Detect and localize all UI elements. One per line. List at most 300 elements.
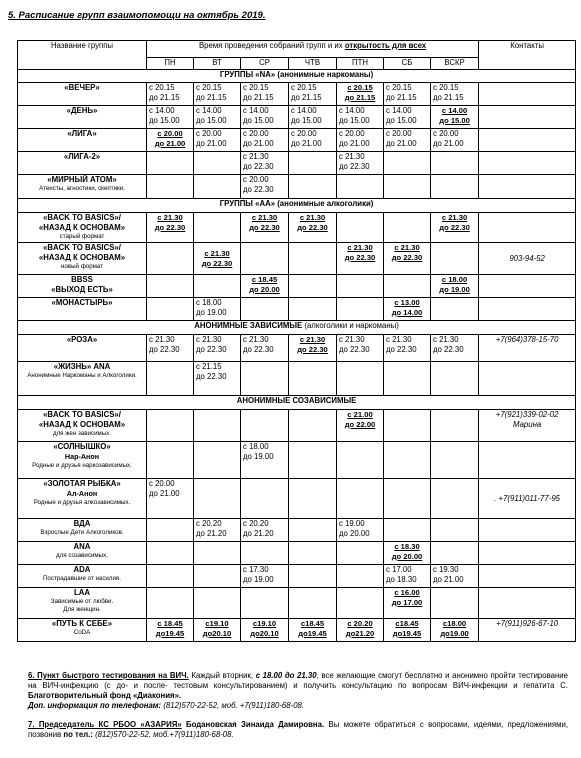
cell-text: до 15.00 [439, 116, 470, 125]
cell-text: Для женщин. [63, 606, 101, 613]
cell-text: до 22.30 [149, 345, 180, 354]
cell-text: до 22.30 [344, 253, 376, 262]
cell-text: до 21.00 [433, 575, 464, 584]
empty-cell [289, 542, 337, 565]
table-row [18, 83, 576, 106]
empty-cell [479, 542, 576, 565]
slot-sun [431, 83, 479, 106]
cell-text: с 18.00 [441, 275, 468, 284]
table-cell [337, 619, 384, 642]
section-na: ГРУППЫ «NA» (анонимные наркоманы) [18, 70, 576, 83]
empty-cell [147, 152, 194, 175]
cell-text: «BACK TO BASICS»/ [43, 243, 121, 252]
cell-text: до21.20 [345, 629, 375, 638]
cell-text: до 21.20 [196, 529, 227, 538]
table-row [18, 519, 576, 542]
table-cell [289, 213, 337, 243]
empty-cell [384, 175, 431, 199]
cell-text: ВДА [73, 519, 91, 528]
table-cell [384, 588, 431, 619]
table-cell [18, 565, 147, 588]
table-cell [289, 129, 337, 152]
table-cell [18, 175, 147, 199]
table-cell [384, 298, 431, 321]
cell-text: до 21.00 [243, 139, 274, 148]
table-row [18, 335, 576, 362]
cell-text: с 21.30 [243, 152, 269, 161]
slot-tue [194, 83, 241, 106]
cell-text: с 21.30 [157, 213, 183, 222]
cell-text: «МОНАСТЫРЬ» [51, 298, 113, 307]
table-cell [241, 175, 289, 199]
empty-cell [431, 588, 479, 619]
empty-cell [194, 213, 241, 243]
cell-text: до20.10 [250, 629, 279, 638]
cell-text: с 21.30 [251, 213, 278, 222]
table-cell [289, 335, 337, 362]
cell-text: с 20.15 [433, 83, 459, 92]
empty-cell [147, 298, 194, 321]
table-row [18, 243, 576, 275]
cell-text: с 20.20 [243, 519, 269, 528]
empty-cell [241, 479, 289, 519]
table-cell [337, 106, 384, 129]
cell-text: «РОЗА» [66, 335, 98, 344]
table-cell [241, 106, 289, 129]
table-cell [241, 565, 289, 588]
cell-text: до 19.00 [243, 575, 274, 584]
empty-cell [241, 298, 289, 321]
cell-text: до 17.00 [391, 598, 423, 607]
table-cell [384, 335, 431, 362]
cell-text: «НАЗАД К ОСНОВАМ» [38, 253, 126, 262]
empty-cell [194, 442, 241, 479]
table-cell [18, 442, 147, 479]
cell-text: с 18.45 [157, 619, 183, 628]
empty-cell [431, 542, 479, 565]
table-cell [337, 335, 384, 362]
cell-text: с 21.30 [339, 335, 365, 344]
cell-text: Ал-Анон [66, 489, 98, 498]
empty-cell [147, 275, 194, 298]
cell-text: Атеисты, агностики, скептики. [39, 185, 125, 192]
empty-cell [147, 565, 194, 588]
table-cell [18, 410, 147, 442]
table-cell [431, 129, 479, 152]
cell-text: с 21.30 [339, 152, 365, 161]
cell-text: «ДЕНЬ» [66, 106, 98, 115]
cell-text: до 21.15 [433, 93, 464, 102]
day-sat: СБ [384, 58, 431, 70]
empty-cell [337, 213, 384, 243]
table-cell [194, 335, 241, 362]
cell-text: Нар-Анон [64, 452, 100, 461]
empty-cell [194, 275, 241, 298]
table-cell [147, 106, 194, 129]
table-cell [194, 298, 241, 321]
empty-cell [241, 588, 289, 619]
empty-cell [431, 519, 479, 542]
cell-text: до19.00 [440, 629, 469, 638]
cell-text: +7(921)339-02-02 [495, 410, 559, 419]
cell-text: с 20.20 [347, 619, 373, 628]
cell-text: BBSS [71, 275, 93, 284]
cell-text: «ЗОЛОТАЯ РЫБКА» [43, 479, 121, 488]
cell-text: Время проведения собраний групп и их [198, 41, 345, 50]
empty-cell [289, 410, 337, 442]
cell-text: до 22.30 [339, 345, 370, 354]
table-row [18, 410, 576, 442]
empty-cell [431, 479, 479, 519]
cell-text: с 20.15 [196, 83, 222, 92]
table-cell [384, 565, 431, 588]
empty-cell [384, 362, 431, 396]
cell-text: с 21.30 [433, 335, 459, 344]
empty-cell [241, 362, 289, 396]
cell-text: с 14.00 [441, 106, 468, 115]
empty-cell [337, 442, 384, 479]
cell-text: «BACK TO BASICS»/ [43, 410, 121, 419]
cell-text: до 22.30 [249, 223, 280, 232]
table-cell [384, 129, 431, 152]
col-header-group: Название группы [18, 41, 147, 70]
cell-text: с 21.30 [204, 248, 230, 258]
cell-text: Зависимые от любви. [50, 598, 114, 605]
cell-text: до 22.30 [196, 345, 227, 354]
cell-text: до 20.00 [391, 552, 423, 561]
day-wed: СР [241, 58, 289, 70]
table-cell [18, 479, 147, 519]
table-row [18, 542, 576, 565]
cell-text: с 21.30 [394, 243, 420, 252]
cell-text: с 20.00 [243, 175, 269, 184]
cell-text: с 20.00 [291, 129, 317, 138]
empty-cell [337, 298, 384, 321]
cell-text: до 21.15 [291, 93, 322, 102]
cell-text: «НАЗАД К ОСНОВАМ» [38, 420, 126, 429]
cell-text: Взрослые Дети Алкоголиков. [40, 529, 124, 536]
section-aa: ГРУППЫ «АА» (анонимные алкоголики) [18, 199, 576, 213]
cell-text: до 22.30 [196, 372, 227, 381]
empty-cell [194, 565, 241, 588]
empty-cell [194, 588, 241, 619]
empty-cell [289, 152, 337, 175]
empty-cell [337, 565, 384, 588]
cell-text: до 21.15 [149, 93, 180, 102]
cell-text: с 19.00 [339, 519, 365, 528]
empty-cell [289, 298, 337, 321]
cell-text: с 20.00 [433, 129, 459, 138]
section-az [18, 321, 576, 335]
table-cell [18, 542, 147, 565]
table-cell [431, 106, 479, 129]
empty-cell [289, 565, 337, 588]
contact-cell [479, 83, 576, 106]
cell-text: с 20.00 [386, 129, 412, 138]
cell-text: с 21.30 [299, 335, 326, 344]
cell-text: с 20.15 [243, 83, 269, 92]
empty-cell [289, 275, 337, 298]
cell-text: CoDA [73, 629, 91, 636]
cell-text: с 14.00 [291, 106, 317, 115]
section-co: АНОНИМНЫЕ СОЗАВИСИМЫЕ [18, 396, 576, 410]
col-header-contacts: Контакты [479, 41, 576, 70]
cell-text: с19.10 [205, 619, 229, 628]
empty-cell [147, 243, 194, 275]
table-row [18, 442, 576, 479]
table-cell [194, 243, 241, 275]
cell-text: до 22.30 [433, 345, 464, 354]
contact-phone: . +7(911)011-77-95 [479, 479, 576, 519]
table-row [18, 213, 576, 243]
empty-cell [194, 479, 241, 519]
table-cell [241, 152, 289, 175]
cell-text: до19.45 [155, 629, 185, 638]
day-sun: ВСКР [431, 58, 479, 70]
slot-fri [337, 83, 384, 106]
cell-text: до 21.15 [344, 93, 376, 102]
contact-phone: +7(911)926-67-10 [479, 619, 576, 642]
cell-text: «ЖИЗНЬ» ANA [53, 362, 111, 371]
empty-cell [241, 243, 289, 275]
empty-cell [479, 362, 576, 396]
table-cell [431, 619, 479, 642]
cell-text: до 21.15 [386, 93, 417, 102]
table-cell [384, 542, 431, 565]
table-cell [431, 213, 479, 243]
cell-text: с 21.30 [386, 335, 412, 344]
cell-text: до 21.00 [386, 139, 417, 148]
cell-text: с 18.30 [394, 542, 420, 551]
empty-cell [289, 442, 337, 479]
table-row [18, 362, 576, 396]
cell-text: до 22.00 [344, 420, 376, 429]
table-cell [18, 243, 147, 275]
cell-text: до 22.30 [154, 223, 186, 232]
empty-cell [147, 362, 194, 396]
cell-text: Вы можете обратиться с вопросами, идеями, предложениями, позвонив [28, 720, 569, 739]
table-cell [431, 275, 479, 298]
cell-text: до 22.30 [339, 162, 370, 171]
cell-text: (812)570-22-52, моб. +7(911)180-68-08. [161, 701, 305, 710]
cell-text: до 21.20 [243, 529, 274, 538]
col-header-time: Время проведения собраний групп и их открытость для всех [147, 41, 479, 58]
cell-text: до 22.30 [243, 345, 274, 354]
empty-cell [384, 152, 431, 175]
empty-cell [241, 410, 289, 442]
table-cell [241, 619, 289, 642]
cell-text: до 21.00 [433, 139, 464, 148]
cell-text: до 15.00 [339, 116, 370, 125]
cell-text: до 22.30 [391, 253, 423, 262]
day-fri: ПТН [337, 58, 384, 70]
table-cell [337, 243, 384, 275]
cell-text: для жен зависимых. [52, 430, 112, 437]
empty-cell [479, 588, 576, 619]
table-cell [337, 410, 384, 442]
cell-text: «ВЫХОД ЕСТЬ» [51, 285, 113, 294]
cell-text: до 21.00 [339, 139, 370, 148]
cell-text: до20.10 [202, 629, 232, 638]
empty-cell [289, 243, 337, 275]
cell-text: с18.00 [442, 619, 467, 628]
table-row [18, 152, 576, 175]
cell-text: до 21.15 [243, 93, 274, 102]
table-cell [194, 619, 241, 642]
cell-text: с 20.15 [347, 83, 373, 92]
cell-text: с 21.30 [299, 213, 326, 222]
table-cell [241, 275, 289, 298]
table-row [18, 129, 576, 152]
cell-text: с 20.00 [196, 129, 222, 138]
cell-text: до 19.00 [439, 285, 470, 294]
cell-text: до 15.00 [149, 116, 180, 125]
schedule-table [17, 40, 576, 642]
empty-cell [289, 479, 337, 519]
cell-text: Анонимные Наркоманы и Алкоголики. [27, 372, 137, 379]
cell-text: до 19.00 [243, 452, 274, 461]
cell-text: с 20.00 [149, 479, 175, 488]
empty-cell [147, 175, 194, 199]
table-cell [384, 106, 431, 129]
cell-text: АНОНИМНЫЕ ЗАВИСИМЫЕ [194, 321, 303, 330]
cell-text: до 22.30 [243, 185, 274, 194]
empty-cell [384, 275, 431, 298]
cell-text: до 15.00 [291, 116, 322, 125]
cell-text: с 18.45 [251, 275, 278, 284]
empty-cell [479, 175, 576, 199]
cell-text: новый формат [60, 263, 104, 270]
table-cell [384, 619, 431, 642]
table-cell [18, 213, 147, 243]
empty-cell [479, 298, 576, 321]
table-cell [147, 129, 194, 152]
table-cell [337, 152, 384, 175]
empty-cell [384, 410, 431, 442]
empty-cell [479, 129, 576, 152]
cell-text: до 20.00 [249, 285, 280, 294]
cell-text: с 21.30 [243, 335, 269, 344]
table-cell [18, 335, 147, 362]
empty-cell [337, 275, 384, 298]
empty-cell [479, 275, 576, 298]
cell-text: Пострадавшие от насилия. [42, 575, 122, 582]
empty-cell [289, 519, 337, 542]
cell-text: с 19.30 [433, 565, 459, 574]
table-cell [384, 243, 431, 275]
table-cell [147, 479, 194, 519]
cell-text: с 17.30 [243, 565, 269, 574]
empty-cell [479, 565, 576, 588]
slot-sat [384, 83, 431, 106]
cell-text: до 19.00 [196, 308, 227, 317]
slot-thu [289, 83, 337, 106]
table-cell [289, 106, 337, 129]
table-row [18, 298, 576, 321]
cell-text: с 20.15 [149, 83, 175, 92]
cell-text: с 14.00 [339, 106, 365, 115]
cell-text: с 20.20 [196, 519, 222, 528]
contact-phone: +7(964)378-15-70 [479, 335, 576, 362]
cell-text: до19.45 [392, 629, 422, 638]
cell-text: с 18.00 [243, 442, 269, 451]
chairman-paragraph: 7. Председатель КС РБОО «АЗАРИЯ» Бодановская Зинаида Дамировна. Вы можете обратиться с вопросами, идеями, предложениями, позвонив по тел.: (812)570-22-52, моб.+7(911)180-68-08. [28, 720, 569, 739]
table-cell [194, 106, 241, 129]
cell-text: с 14.00 [196, 106, 222, 115]
cell-text: ANA [73, 542, 91, 551]
cell-text: с 18.00 до 21.30 [255, 671, 317, 680]
contact-phone [479, 410, 576, 442]
empty-cell [194, 152, 241, 175]
table-cell [18, 298, 147, 321]
cell-text: , все желающие смогут бесплатно и анонимно пройти тестирование на ВИЧ-инфекцию (с до- и после- тестовым консультированием) и получить консультацию по вопросам ВИЧ-инфекции и гепатита С. [28, 671, 568, 690]
cell-text: для созависимых. [56, 552, 108, 559]
empty-cell [147, 410, 194, 442]
table-cell [337, 519, 384, 542]
cell-text: с 21.30 [441, 213, 468, 222]
empty-cell [241, 542, 289, 565]
table-cell [18, 519, 147, 542]
group-name [18, 106, 147, 129]
cell-text: с 14.00 [386, 106, 412, 115]
cell-text: LAA [73, 588, 91, 597]
cell-text: до 21.00 [196, 139, 227, 148]
cell-text: с 21.15 [196, 362, 222, 371]
cell-text: Каждый вторник, [188, 671, 256, 680]
empty-cell [431, 442, 479, 479]
empty-cell [289, 588, 337, 619]
empty-cell [384, 479, 431, 519]
cell-text: до 21.00 [149, 489, 180, 498]
table-cell [18, 362, 147, 396]
table-cell [18, 588, 147, 619]
cell-text: Родные и друзья наркозависимых. [32, 462, 132, 469]
cell-text: (812)570-22-52, моб.+7(911)180-68-08. [92, 730, 234, 739]
empty-cell [147, 588, 194, 619]
cell-text: с18.45 [300, 619, 325, 628]
table-cell [18, 152, 147, 175]
empty-cell [384, 519, 431, 542]
empty-cell [337, 479, 384, 519]
empty-cell [431, 152, 479, 175]
cell-text: с 20.00 [243, 129, 269, 138]
empty-cell [479, 152, 576, 175]
cell-text: с 21.30 [347, 243, 373, 252]
empty-cell [384, 213, 431, 243]
table-row [18, 588, 576, 619]
cell-text: с 21.30 [149, 335, 175, 344]
cell-text: Марина [512, 420, 542, 429]
empty-cell [479, 442, 576, 479]
table-cell [241, 213, 289, 243]
table-cell [289, 619, 337, 642]
cell-text: до 15.00 [196, 116, 227, 125]
cell-text: до 14.00 [391, 308, 423, 317]
empty-cell [479, 519, 576, 542]
cell-text: до 22.30 [297, 223, 328, 232]
cell-text: «ЛИГА» [67, 129, 97, 138]
empty-cell [147, 519, 194, 542]
empty-cell [194, 175, 241, 199]
table-cell [194, 362, 241, 396]
empty-cell [431, 298, 479, 321]
cell-text: с 18.00 [196, 298, 222, 307]
table-row [18, 275, 576, 298]
cell-text: 6. Пункт быстрого тестирования на ВИЧ. [28, 671, 189, 680]
table-cell [147, 213, 194, 243]
hiv-testing-paragraph: 6. Пункт быстрого тестирования на ВИЧ. Каждый вторник, с 18.00 до 21.30, все желающие смогут бесплатно и анонимно пройти тестирование на ВИЧ-инфекцию (с до- и после- тестовым консультированием) и получить консультацию по вопросам ВИЧ-инфекции и гепатита С. Благотворительный фонд «Диакония». Доп. информация по телефонам: (812)570-22-52, моб. +7(911)180-68-08. [28, 671, 568, 710]
empty-cell [431, 175, 479, 199]
